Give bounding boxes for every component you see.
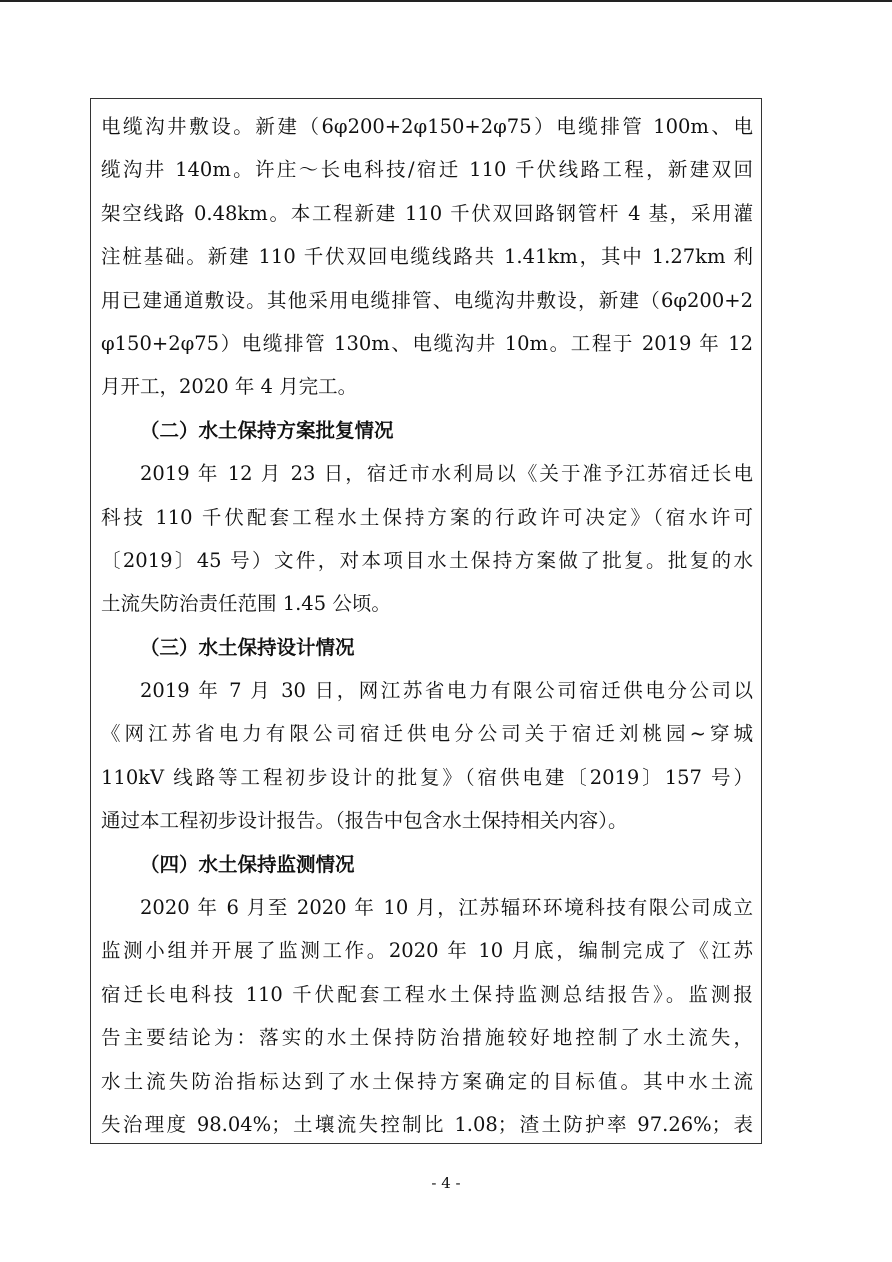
text-line: 2019 年 12 月 23 日，宿迁市水利局以《关于准予江苏宿迁长电 xyxy=(140,462,753,486)
content-frame xyxy=(90,98,762,1144)
section-heading: （四）水土保持监测情况 xyxy=(140,852,355,876)
text-line: 土流失防治责任范围 1.45 公顷。 xyxy=(101,592,391,616)
text-line: 通过本工程初步设计报告。（报告中包含水土保持相关内容）。 xyxy=(101,809,628,833)
section-heading: （二）水土保持方案批复情况 xyxy=(140,418,394,442)
text-line: 失治理度 98.04%；土壤流失控制比 1.08；渣土防护率 97.26%；表 xyxy=(101,1112,753,1136)
text-line: φ150+2φ75）电缆排管 130m、电缆沟井 10m。工程于 2019 年 12 xyxy=(101,331,753,355)
text-line: 水土流失防治指标达到了水土保持方案确定的目标值。其中水土流 xyxy=(101,1069,753,1093)
body-text xyxy=(101,105,753,1146)
text-line: 〔2019〕45 号）文件，对本项目水土保持方案做了批复。批复的水 xyxy=(101,548,753,572)
text-line: 监测小组并开展了监测工作。2020 年 10 月底，编制完成了《江苏 xyxy=(101,939,753,963)
text-line: 2019 年 7 月 30 日，网江苏省电力有限公司宿迁供电分公司以 xyxy=(140,679,753,703)
text-line: 电缆沟井敷设。新建（6φ200+2φ150+2φ75）电缆排管 100m、电 xyxy=(101,115,753,138)
text-line: 2020 年 6 月至 2020 年 10 月，江苏辐环环境科技有限公司成立 xyxy=(140,896,753,920)
text-line: 科技 110 千伏配套工程水土保持方案的行政许可决定》（宿水许可 xyxy=(101,505,753,529)
text-line: 架空线路 0.48km。本工程新建 110 千伏双回路钢管杆 4 基，采用灌 xyxy=(101,201,753,225)
text-line: 宿迁长电科技 110 千伏配套工程水土保持监测总结报告》。监测报 xyxy=(101,982,753,1006)
text-line: 告主要结论为：落实的水土保持防治措施较好地控制了水土流失， xyxy=(101,1026,753,1050)
text-line: 110kV 线路等工程初步设计的批复》（宿供电建〔2019〕157 号） xyxy=(101,765,753,789)
text-line: 用已建通道敷设。其他采用电缆排管、电缆沟井敷设，新建（6φ200+2 xyxy=(101,288,753,312)
text-line: 注桩基础。新建 110 千伏双回电缆线路共 1.41km，其中 1.27km 利 xyxy=(101,245,753,269)
text-line: 缆沟井 140m。许庄～长电科技/宿迁 110 千伏线路工程，新建双回 xyxy=(101,158,753,182)
section-heading: （三）水土保持设计情况 xyxy=(140,635,355,659)
text-line: 《网江苏省电力有限公司宿迁供电分公司关于宿迁刘桃园~穿城 xyxy=(101,722,753,746)
page-number: - 4 - xyxy=(431,1174,461,1192)
text-line: 月开工，2020 年 4 月完工。 xyxy=(101,375,358,399)
top-border-line xyxy=(0,0,892,2)
